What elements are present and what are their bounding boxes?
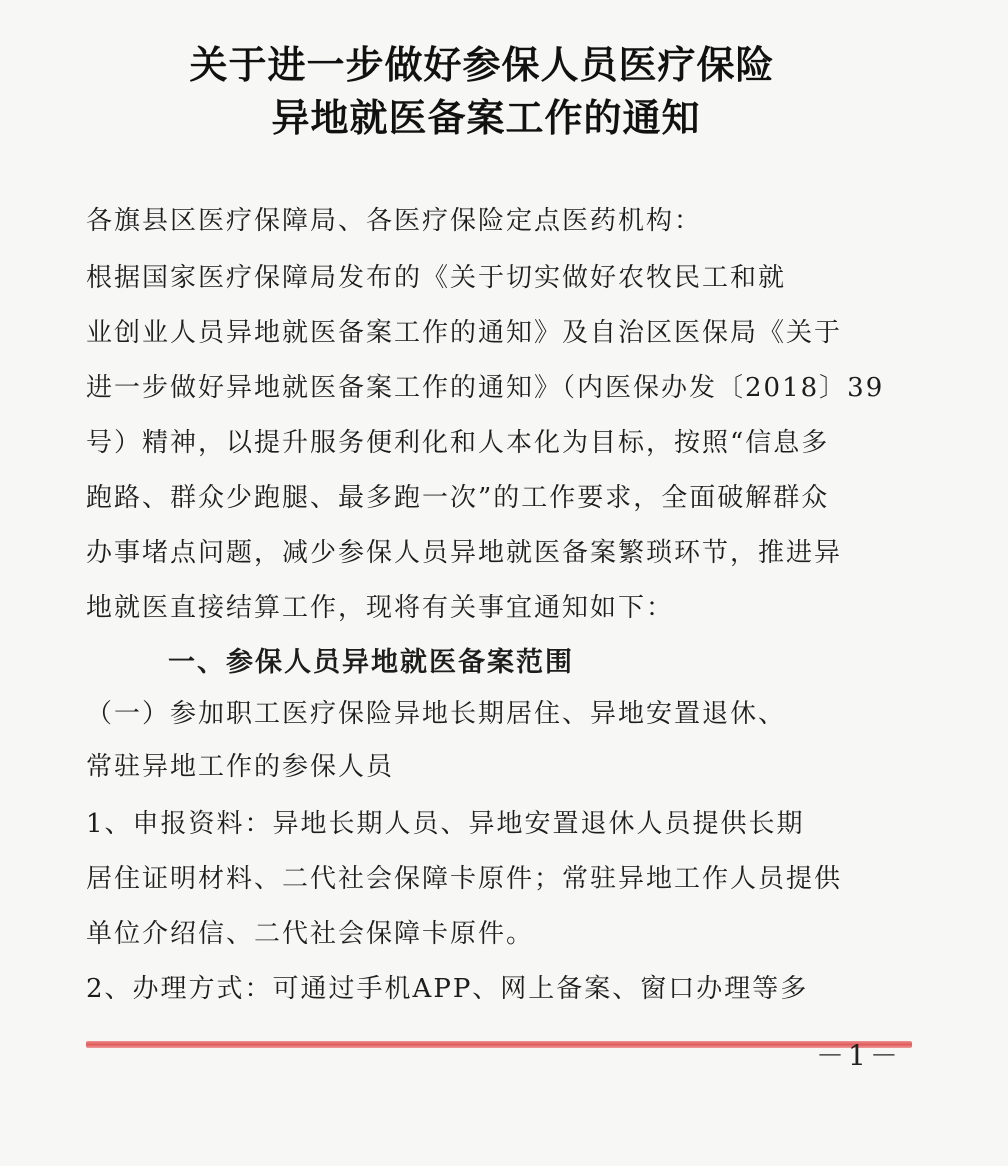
section-heading: 一、参保人员异地就医备案范围 <box>168 647 574 678</box>
item-line: 1、申报资料：异地长期人员、异地安置退休人员提供长期 <box>86 809 805 839</box>
page-number: －1－ <box>816 1039 902 1072</box>
intro-line: 进一步做好异地就医备案工作的通知》（内医保办发〔2018〕39 <box>86 373 885 403</box>
document-title-line-1: 关于进一步做好参保人员医疗保险 <box>189 43 775 87</box>
item-line: 居住证明材料、二代社会保障卡原件；常驻异地工作人员提供 <box>86 864 843 894</box>
document-title-line-2: 异地就医备案工作的通知 <box>271 96 701 140</box>
salutation: 各旗县区医疗保障局、各医疗保险定点医药机构： <box>86 206 703 236</box>
item-line: 2、办理方式：可通过手机APP、网上备案、窗口办理等多 <box>86 974 809 1004</box>
footer-rule <box>86 1041 912 1048</box>
intro-line: 业创业人员异地就医备案工作的通知》及自治区医保局《关于 <box>86 318 843 348</box>
subsection-line: 常驻异地工作的参保人员 <box>86 752 395 782</box>
item-line: 单位介绍信、二代社会保障卡原件。 <box>86 919 535 949</box>
intro-line: 办事堵点问题，减少参保人员异地就医备案繁琐环节，推进异 <box>86 538 843 568</box>
intro-line: 根据国家医疗保障局发布的《关于切实做好农牧民工和就 <box>86 263 787 293</box>
intro-line: 跑路、群众少跑腿、最多跑一次”的工作要求，全面破解群众 <box>86 483 830 513</box>
intro-line: 号）精神，以提升服务便利化和人本化为目标，按照“信息多 <box>86 428 830 458</box>
subsection-line: （一）参加职工医疗保险异地长期居住、异地安置退休、 <box>86 699 787 729</box>
intro-line: 地就医直接结算工作，现将有关事宜通知如下： <box>86 593 675 623</box>
